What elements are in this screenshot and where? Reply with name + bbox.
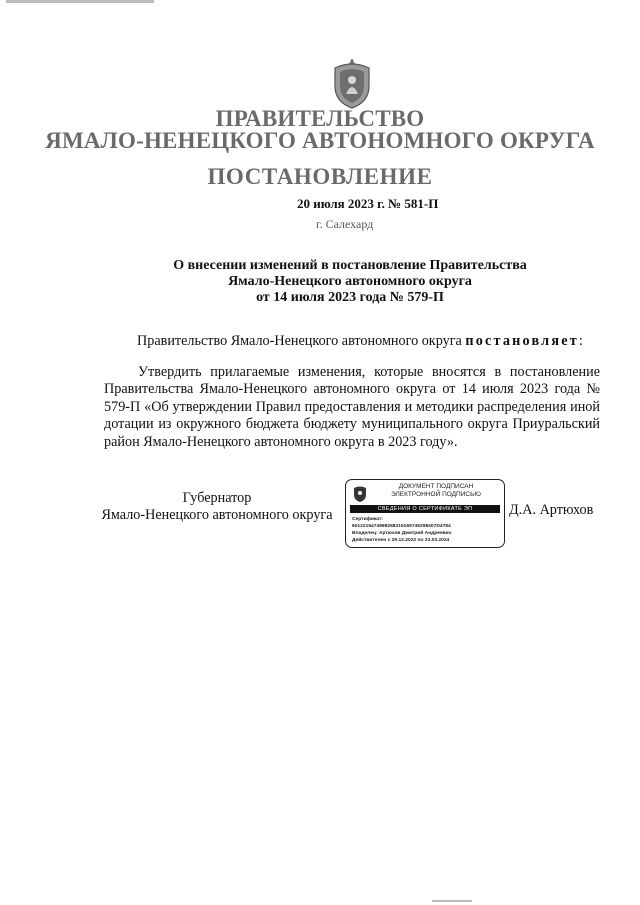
position-line-1: Губернатор: [182, 490, 252, 506]
title-line-1: О внесении изменений в постановление Правительства: [173, 258, 527, 273]
stamp-validity: Действителен с 29.12.2022 по 23.03.2024: [352, 538, 450, 543]
stamp-certificate-bar: СВЕДЕНИЯ О СЕРТИФИКАТЕ ЭП: [350, 505, 500, 513]
position-line-2: Ямало-Ненецкого автономного округа: [101, 506, 333, 523]
stamp-owner: Владелец: Артюхов Дмитрий Андреевич: [352, 531, 452, 536]
resolution-body: [104, 364, 600, 451]
coat-of-arms-emblem: [329, 56, 375, 110]
scan-mark-top: [6, 0, 154, 3]
title-line-2: Ямало-Ненецкого автономного округа: [228, 274, 472, 289]
resolution-intro: [137, 333, 583, 350]
intro-colon: :: [578, 333, 583, 349]
stamp-header: [373, 483, 499, 498]
title-line-3: от 14 июля 2023 года № 579-П: [256, 290, 444, 305]
region-title: ЯМАЛО-НЕНЕЦКОГО АВТОНОМНОГО ОКРУГА: [45, 128, 595, 153]
stamp-details: [352, 516, 452, 544]
signatory-position: [92, 490, 342, 524]
signatory-name: Д.А. Артюхов: [509, 502, 594, 518]
date-and-number: 20 июля 2023 г. № 581-П: [297, 196, 439, 211]
stamp-header-line-2: ЭЛЕКТРОННОЙ ПОДПИСЬЮ: [391, 490, 481, 498]
document-type: ПОСТАНОВЛЕНИЕ: [207, 164, 433, 189]
intro-prefix: Правительство Ямало-Ненецкого автономного округа: [137, 333, 462, 349]
stamp-cert-number: 6012215474998268315169745298407D4784: [352, 524, 451, 529]
stamp-header-line-1: ДОКУМЕНТ ПОДПИСАН: [398, 483, 474, 490]
electronic-signature-stamp: [345, 479, 505, 548]
government-title: ПРАВИТЕЛЬСТВО: [215, 106, 425, 131]
intro-verb: постановляет: [465, 333, 579, 349]
stamp-cert-label: Сертификат:: [352, 517, 384, 522]
document-title: [80, 258, 620, 306]
stamp-emblem-icon: [352, 485, 368, 503]
body-paragraph: Утвердить прилагаемые изменения, которые вносятся в постановление Правительства Ямало-Ненецкого автономного округа от 14 июля 2023 года № 579-П «Об утверждении Правил предоставления и методики распределения иной дотации из окружного бюджета бюджету муниципального округа Приуральский район Ямало-Ненецкого автономного округа в 2023 году».: [104, 364, 600, 450]
city: г. Салехард: [316, 217, 374, 231]
scan-mark-bottom: [432, 900, 472, 902]
